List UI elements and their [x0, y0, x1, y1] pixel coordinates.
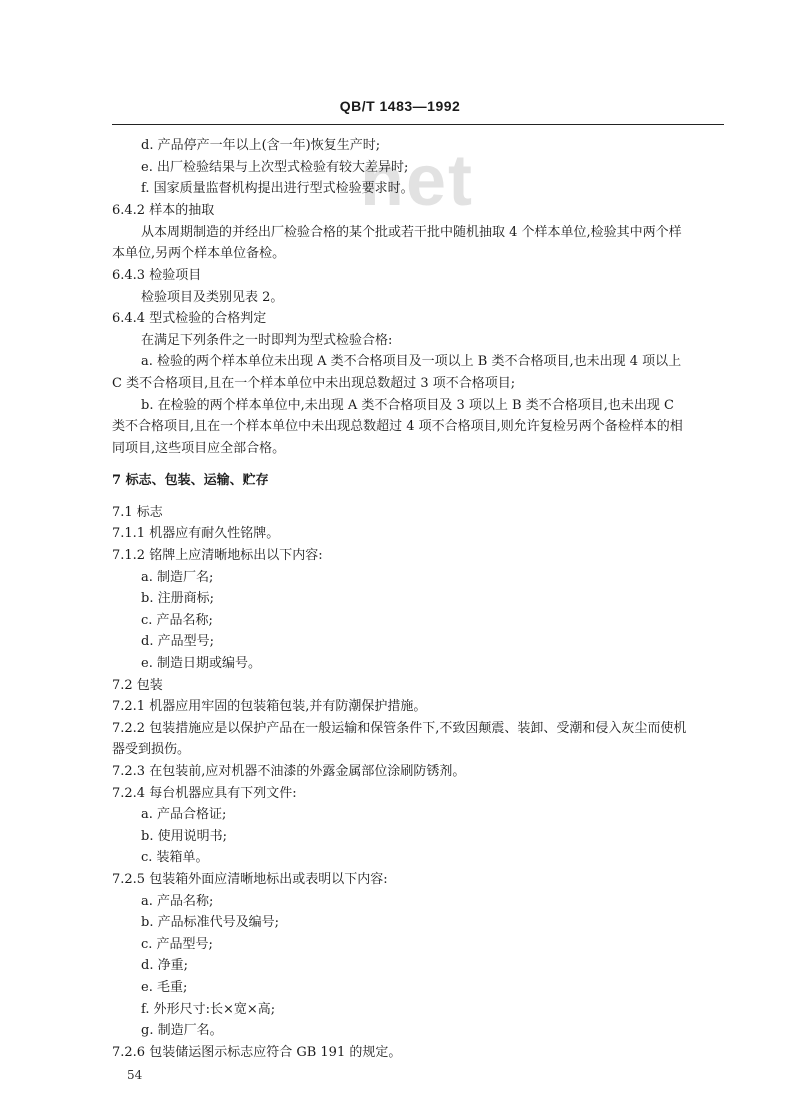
header-rule: [112, 124, 724, 125]
list-item: b. 注册商标;: [141, 591, 214, 606]
list-item: d. 产品型号;: [141, 634, 214, 649]
chapter-heading: 7 标志、包装、运输、贮存: [112, 473, 269, 488]
section-heading: 6.4.3 检验项目: [112, 268, 202, 283]
paragraph-line: 在满足下列条件之一时即判为型式检验合格:: [141, 333, 393, 348]
list-item: f. 外形尺寸:长×宽×高;: [141, 1002, 276, 1017]
section-heading: 7.2 包装: [112, 678, 163, 693]
clause-line: 7.2.5 包装箱外面应清晰地标出或表明以下内容:: [112, 872, 388, 887]
list-item: b. 产品标准代号及编号;: [141, 915, 279, 930]
clause-line: 7.1.1 机器应有耐久性铭牌。: [112, 526, 280, 541]
list-item: e. 出厂检验结果与上次型式检验有较大差异时;: [141, 160, 409, 175]
list-item: d. 产品停产一年以上(含一年)恢复生产时;: [141, 138, 381, 153]
list-item: e. 毛重;: [141, 980, 188, 995]
clause-line: 7.2.6 包装储运图示标志应符合 GB 191 的规定。: [112, 1045, 402, 1060]
clause-line: 器受到损伤。: [112, 742, 191, 757]
list-item: a. 产品合格证;: [141, 807, 227, 822]
list-item: c. 装箱单。: [141, 850, 209, 865]
section-heading: 6.4.2 样本的抽取: [112, 203, 215, 218]
section-heading: 6.4.4 型式检验的合格判定: [112, 311, 267, 326]
list-item: a. 制造厂名;: [141, 570, 214, 585]
page-number: 54: [127, 1068, 143, 1082]
list-item: c. 产品型号;: [141, 937, 213, 952]
list-item: e. 制造日期或编号。: [141, 656, 261, 671]
clause-line: 7.2.2 包装措施应是以保护产品在一般运输和保管条件下,不致因颠震、装卸、受潮和侵入灰尘而使机: [112, 721, 687, 736]
list-item: b. 在检验的两个样本单位中,未出现 A 类不合格项目及 3 项以上 B 类不合格项目,也未出现 C: [141, 398, 674, 413]
list-item: d. 净重;: [141, 958, 188, 973]
list-item: a. 产品名称;: [141, 894, 214, 909]
watermark: net: [360, 141, 474, 221]
paragraph-line: C 类不合格项目,且在一个样本单位中未出现总数超过 3 项不合格项目;: [112, 376, 516, 391]
clause-line: 7.2.1 机器应用牢固的包装箱包装,并有防潮保护措施。: [112, 699, 427, 714]
clause-line: 7.2.3 在包装前,应对机器不油漆的外露金属部位涂刷防锈剂。: [112, 764, 466, 779]
standard-code-header: QB/T 1483—1992: [339, 98, 461, 114]
paragraph-line: 检验项目及类别见表 2。: [141, 290, 284, 305]
paragraph-line: 本单位,另两个样本单位备检。: [112, 246, 286, 261]
list-item: f. 国家质量监督机构提出进行型式检验要求时。: [141, 181, 414, 196]
list-item: c. 产品名称;: [141, 613, 213, 628]
list-item: b. 使用说明书;: [141, 829, 227, 844]
clause-line: 7.2.4 每台机器应具有下列文件:: [112, 786, 297, 801]
paragraph-line: 同项目,这些项目应全部合格。: [112, 441, 286, 456]
list-item: a. 检验的两个样本单位未出现 A 类不合格项目及一项以上 B 类不合格项目,也未出现 4 项以上: [141, 354, 682, 369]
paragraph-line: 类不合格项目,且在一个样本单位中未出现总数超过 4 项不合格项目,则允许复检另两个备检样本的相: [112, 419, 683, 434]
list-item: g. 制造厂名。: [141, 1023, 223, 1038]
paragraph-line: 从本周期制造的并经出厂检验合格的某个批或若干批中随机抽取 4 个样本单位,检验其中两个样: [141, 225, 682, 240]
section-heading: 7.1 标志: [112, 505, 163, 520]
clause-line: 7.1.2 铭牌上应清晰地标出以下内容:: [112, 548, 323, 563]
